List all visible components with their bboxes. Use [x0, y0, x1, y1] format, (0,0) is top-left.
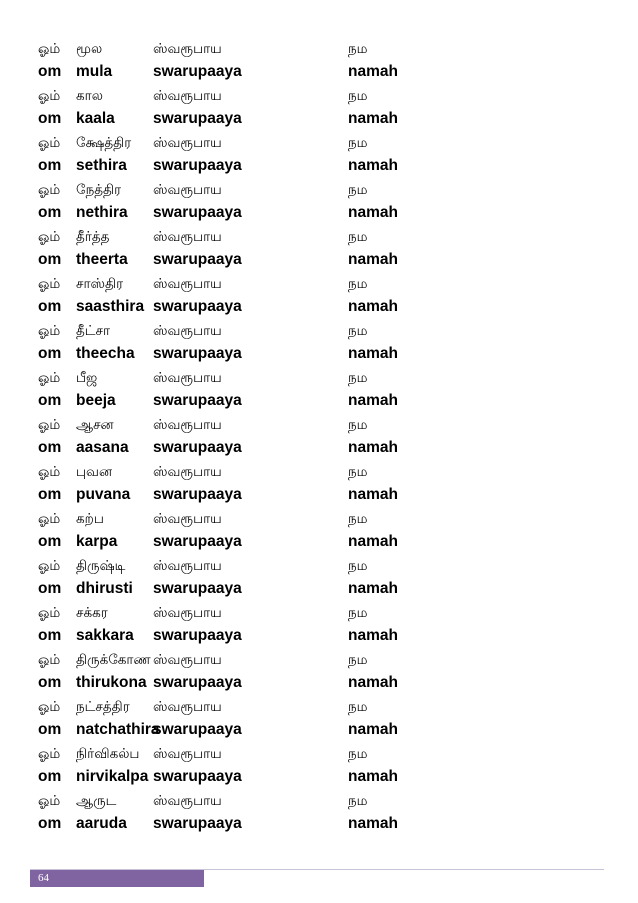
- latin-om-word: om: [38, 392, 62, 409]
- tamil-om-word: ஓம்: [38, 182, 61, 198]
- tamil-line: [38, 790, 598, 812]
- mantra-list: [38, 38, 598, 837]
- latin-name-word: aaruda: [76, 815, 127, 832]
- transliteration-line: [38, 578, 598, 600]
- tamil-om-word: ஓம்: [38, 229, 61, 245]
- tamil-swarupaaya-word: ஸ்வரூபாய: [153, 229, 222, 245]
- tamil-swarupaaya-word: ஸ்வரூபாய: [153, 464, 222, 480]
- tamil-name-word: நேத்திர: [76, 182, 122, 198]
- latin-swarupaaya-word: swarupaaya: [153, 392, 242, 409]
- tamil-swarupaaya-word: ஸ்வரூபாய: [153, 370, 222, 386]
- transliteration-line: [38, 249, 598, 271]
- latin-om-word: om: [38, 345, 62, 362]
- tamil-line: [38, 179, 598, 201]
- tamil-line: [38, 602, 598, 624]
- tamil-swarupaaya-word: ஸ்வரூபாய: [153, 135, 222, 151]
- tamil-name-word: கால: [76, 88, 103, 104]
- tamil-om-word: ஓம்: [38, 793, 61, 809]
- mantra-entry: [38, 414, 598, 461]
- tamil-om-word: ஓம்: [38, 323, 61, 339]
- latin-om-word: om: [38, 815, 62, 832]
- page-number: 64: [38, 872, 49, 884]
- latin-om-word: om: [38, 674, 62, 691]
- latin-name-word: saasthira: [76, 298, 145, 315]
- tamil-namah-word: நம: [348, 652, 368, 668]
- latin-swarupaaya-word: swarupaaya: [153, 204, 242, 221]
- tamil-namah-word: நம: [348, 558, 368, 574]
- mantra-entry: [38, 555, 598, 602]
- tamil-swarupaaya-word: ஸ்வரூபாய: [153, 511, 222, 527]
- transliteration-line: [38, 202, 598, 224]
- transliteration-line: [38, 108, 598, 130]
- latin-name-word: sethira: [76, 157, 127, 174]
- latin-swarupaaya-word: swarupaaya: [153, 439, 242, 456]
- tamil-name-word: நிர்விகல்ப: [76, 746, 140, 762]
- mantra-entry: [38, 85, 598, 132]
- tamil-line: [38, 226, 598, 248]
- mantra-entry: [38, 179, 598, 226]
- tamil-om-word: ஓம்: [38, 699, 61, 715]
- latin-om-word: om: [38, 157, 62, 174]
- latin-swarupaaya-word: swarupaaya: [153, 345, 242, 362]
- latin-om-word: om: [38, 580, 62, 597]
- transliteration-line: [38, 296, 598, 318]
- latin-om-word: om: [38, 486, 62, 503]
- tamil-om-word: ஓம்: [38, 652, 61, 668]
- tamil-swarupaaya-word: ஸ்வரூபாய: [153, 417, 222, 433]
- latin-om-word: om: [38, 110, 62, 127]
- tamil-line: [38, 367, 598, 389]
- latin-swarupaaya-word: swarupaaya: [153, 157, 242, 174]
- tamil-name-word: நட்சத்திர: [76, 699, 130, 715]
- tamil-swarupaaya-word: ஸ்வரூபாய: [153, 793, 222, 809]
- mantra-entry: [38, 132, 598, 179]
- tamil-om-word: ஓம்: [38, 370, 61, 386]
- transliteration-line: [38, 719, 598, 741]
- latin-namah-word: namah: [348, 627, 398, 644]
- tamil-namah-word: நம: [348, 464, 368, 480]
- tamil-om-word: ஓம்: [38, 276, 61, 292]
- latin-namah-word: namah: [348, 157, 398, 174]
- latin-name-word: nethira: [76, 204, 128, 221]
- latin-namah-word: namah: [348, 580, 398, 597]
- tamil-om-word: ஓம்: [38, 558, 61, 574]
- latin-namah-word: namah: [348, 204, 398, 221]
- mantra-entry: [38, 602, 598, 649]
- tamil-swarupaaya-word: ஸ்வரூபாய: [153, 41, 222, 57]
- tamil-namah-word: நம: [348, 746, 368, 762]
- tamil-line: [38, 320, 598, 342]
- tamil-om-word: ஓம்: [38, 135, 61, 151]
- tamil-line: [38, 38, 598, 60]
- tamil-namah-word: நம: [348, 323, 368, 339]
- transliteration-line: [38, 343, 598, 365]
- tamil-namah-word: நம: [348, 370, 368, 386]
- latin-om-word: om: [38, 439, 62, 456]
- latin-swarupaaya-word: swarupaaya: [153, 110, 242, 127]
- tamil-swarupaaya-word: ஸ்வரூபாய: [153, 746, 222, 762]
- latin-swarupaaya-word: swarupaaya: [153, 63, 242, 80]
- tamil-om-word: ஓம்: [38, 511, 61, 527]
- mantra-entry: [38, 508, 598, 555]
- latin-swarupaaya-word: swarupaaya: [153, 627, 242, 644]
- tamil-namah-word: நம: [348, 417, 368, 433]
- mantra-entry: [38, 649, 598, 696]
- page-number-bar: [30, 870, 204, 887]
- latin-swarupaaya-word: swarupaaya: [153, 815, 242, 832]
- latin-name-word: thirukona: [76, 674, 147, 691]
- latin-name-word: puvana: [76, 486, 131, 503]
- tamil-om-word: ஓம்: [38, 464, 61, 480]
- tamil-line: [38, 508, 598, 530]
- latin-om-word: om: [38, 251, 62, 268]
- latin-namah-word: namah: [348, 815, 398, 832]
- transliteration-line: [38, 437, 598, 459]
- tamil-name-word: திருக்கோண: [76, 652, 151, 668]
- latin-namah-word: namah: [348, 110, 398, 127]
- latin-namah-word: namah: [348, 721, 398, 738]
- tamil-line: [38, 414, 598, 436]
- latin-swarupaaya-word: swarupaaya: [153, 721, 242, 738]
- latin-namah-word: namah: [348, 439, 398, 456]
- tamil-namah-word: நம: [348, 605, 368, 621]
- mantra-entry: [38, 696, 598, 743]
- latin-namah-word: namah: [348, 298, 398, 315]
- latin-swarupaaya-word: swarupaaya: [153, 580, 242, 597]
- latin-om-word: om: [38, 533, 62, 550]
- latin-name-word: theerta: [76, 251, 128, 268]
- latin-om-word: om: [38, 63, 62, 80]
- tamil-name-word: திருஷ்டி: [76, 558, 126, 574]
- tamil-namah-word: நம: [348, 88, 368, 104]
- latin-name-word: karpa: [76, 533, 118, 550]
- tamil-swarupaaya-word: ஸ்வரூபாய: [153, 558, 222, 574]
- tamil-namah-word: நம: [348, 511, 368, 527]
- tamil-om-word: ஓம்: [38, 417, 61, 433]
- latin-namah-word: namah: [348, 768, 398, 785]
- tamil-swarupaaya-word: ஸ்வரூபாய: [153, 323, 222, 339]
- latin-om-word: om: [38, 721, 62, 738]
- latin-swarupaaya-word: swarupaaya: [153, 251, 242, 268]
- tamil-name-word: தீட்சா: [76, 323, 111, 339]
- tamil-line: [38, 743, 598, 765]
- tamil-namah-word: நம: [348, 135, 368, 151]
- latin-name-word: aasana: [76, 439, 129, 456]
- mantra-entry: [38, 367, 598, 414]
- latin-namah-word: namah: [348, 674, 398, 691]
- tamil-namah-word: நம: [348, 276, 368, 292]
- latin-namah-word: namah: [348, 63, 398, 80]
- tamil-namah-word: நம: [348, 229, 368, 245]
- latin-name-word: beeja: [76, 392, 116, 409]
- tamil-om-word: ஓம்: [38, 41, 61, 57]
- latin-swarupaaya-word: swarupaaya: [153, 533, 242, 550]
- tamil-swarupaaya-word: ஸ்வரூபாய: [153, 652, 222, 668]
- tamil-swarupaaya-word: ஸ்வரூபாய: [153, 88, 222, 104]
- transliteration-line: [38, 672, 598, 694]
- tamil-name-word: சாஸ்திர: [76, 276, 124, 292]
- tamil-name-word: கற்ப: [76, 511, 104, 527]
- mantra-entry: [38, 226, 598, 273]
- latin-swarupaaya-word: swarupaaya: [153, 674, 242, 691]
- latin-swarupaaya-word: swarupaaya: [153, 298, 242, 315]
- latin-namah-word: namah: [348, 486, 398, 503]
- latin-om-word: om: [38, 298, 62, 315]
- tamil-name-word: சக்கர: [76, 605, 108, 621]
- latin-name-word: mula: [76, 63, 113, 80]
- tamil-namah-word: நம: [348, 699, 368, 715]
- tamil-om-word: ஓம்: [38, 88, 61, 104]
- latin-namah-word: namah: [348, 251, 398, 268]
- transliteration-line: [38, 390, 598, 412]
- transliteration-line: [38, 155, 598, 177]
- tamil-line: [38, 273, 598, 295]
- transliteration-line: [38, 61, 598, 83]
- tamil-name-word: மூல: [76, 41, 103, 57]
- tamil-swarupaaya-word: ஸ்வரூபாய: [153, 605, 222, 621]
- mantra-entry: [38, 273, 598, 320]
- tamil-namah-word: நம: [348, 793, 368, 809]
- tamil-line: [38, 461, 598, 483]
- latin-namah-word: namah: [348, 392, 398, 409]
- latin-name-word: theecha: [76, 345, 135, 362]
- mantra-entry: [38, 790, 598, 837]
- latin-swarupaaya-word: swarupaaya: [153, 486, 242, 503]
- latin-swarupaaya-word: swarupaaya: [153, 768, 242, 785]
- mantra-entry: [38, 320, 598, 367]
- transliteration-line: [38, 625, 598, 647]
- transliteration-line: [38, 766, 598, 788]
- tamil-line: [38, 696, 598, 718]
- tamil-name-word: ஆருட: [76, 793, 117, 809]
- latin-om-word: om: [38, 204, 62, 221]
- tamil-name-word: ஆசன: [76, 417, 114, 433]
- tamil-name-word: புவன: [76, 464, 113, 480]
- tamil-swarupaaya-word: ஸ்வரூபாய: [153, 182, 222, 198]
- tamil-line: [38, 85, 598, 107]
- latin-name-word: sakkara: [76, 627, 134, 644]
- mantra-entry: [38, 38, 598, 85]
- transliteration-line: [38, 484, 598, 506]
- tamil-line: [38, 132, 598, 154]
- transliteration-line: [38, 531, 598, 553]
- latin-name-word: dhirusti: [76, 580, 133, 597]
- latin-om-word: om: [38, 768, 62, 785]
- transliteration-line: [38, 813, 598, 835]
- tamil-swarupaaya-word: ஸ்வரூபாய: [153, 699, 222, 715]
- tamil-name-word: பீஜ: [76, 370, 98, 386]
- tamil-om-word: ஓம்: [38, 746, 61, 762]
- tamil-line: [38, 555, 598, 577]
- tamil-namah-word: நம: [348, 41, 368, 57]
- tamil-swarupaaya-word: ஸ்வரூபாய: [153, 276, 222, 292]
- latin-name-word: natchathira: [76, 721, 160, 738]
- latin-namah-word: namah: [348, 345, 398, 362]
- mantra-entry: [38, 461, 598, 508]
- tamil-namah-word: நம: [348, 182, 368, 198]
- mantra-entry: [38, 743, 598, 790]
- tamil-name-word: தீர்த்த: [76, 229, 110, 245]
- tamil-line: [38, 649, 598, 671]
- tamil-name-word: க்ஷேத்திர: [76, 135, 132, 151]
- latin-name-word: nirvikalpa: [76, 768, 149, 785]
- latin-name-word: kaala: [76, 110, 115, 127]
- latin-namah-word: namah: [348, 533, 398, 550]
- tamil-om-word: ஓம்: [38, 605, 61, 621]
- latin-om-word: om: [38, 627, 62, 644]
